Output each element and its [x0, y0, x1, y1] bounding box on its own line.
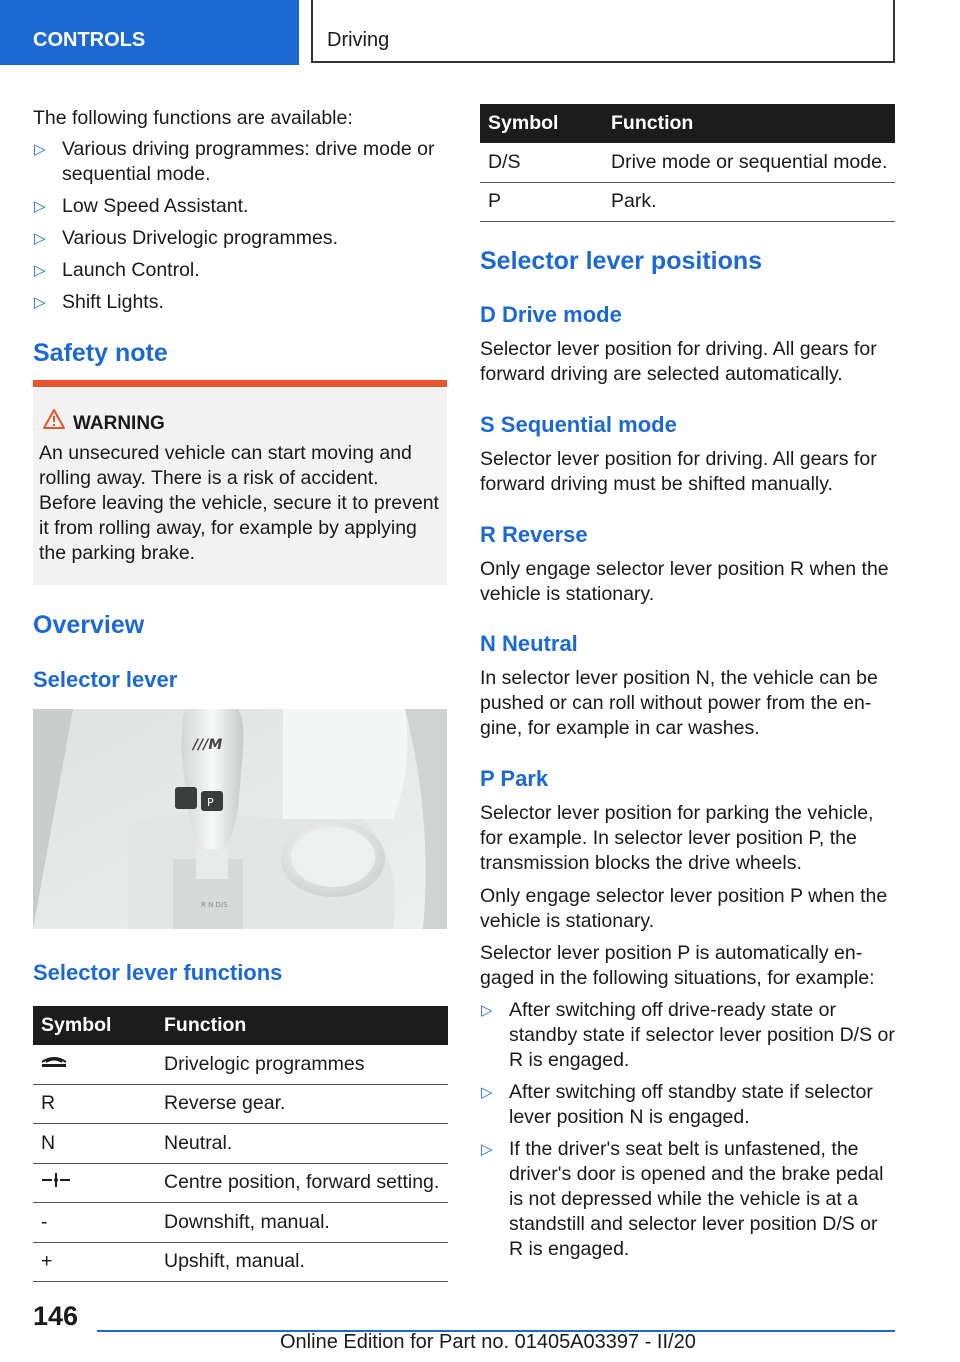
symbol-cell — [33, 1163, 156, 1203]
symbol-cell: D/S — [480, 143, 603, 182]
sequential-mode-text: Selector lever position for driving. All gears for forward driving must be shifted manually. — [480, 448, 877, 495]
park-conditions-list — [480, 998, 895, 1269]
symbol-cell — [33, 1045, 156, 1084]
table-row — [33, 1045, 448, 1084]
triangle-bullet-icon: ▷ — [34, 262, 46, 279]
svg-text:P: P — [207, 796, 214, 809]
chapter-title: Driving — [311, 0, 895, 63]
selector-lever-functions-heading: Selector lever functions — [33, 960, 283, 985]
edition-text: Online Edition for Part no. 01405A03397 - II/20 — [280, 1331, 696, 1353]
svg-text:///M: ///M — [193, 737, 223, 753]
functions-table — [33, 1006, 448, 1282]
park-heading: P Park — [480, 766, 549, 791]
table-header-row — [33, 1006, 448, 1045]
park-text-3: Selector lever position P is automatically engaged in the following situations, for example: — [480, 942, 875, 989]
park-text-1: Selector lever position for parking the vehicle, for example. In selector lever position P, the transmission blocks the drive wheels. — [480, 802, 874, 874]
neutral-text: In selector lever position N, the vehicle can be pushed or can roll without power from the engine, for example in car washes. — [480, 667, 878, 739]
symbol-cell: P — [480, 182, 603, 222]
column-header: Function — [156, 1006, 448, 1045]
centre-position-icon — [41, 1171, 71, 1189]
list-item: ▷ After switching off standby state if selector lever position N is engaged. — [481, 1081, 873, 1128]
list-item: ▷ If the driver's seat belt is unfastened, the driver's door is opened and the brake pedal is not depressed while the vehicle is at a standstill and selector lever position D/S or R is engaged. — [481, 1138, 884, 1260]
symbol-cell: N — [33, 1124, 156, 1164]
intro-text: The following functions are available: — [33, 107, 353, 129]
triangle-bullet-icon: ▷ — [34, 294, 46, 311]
triangle-bullet-icon: ▷ — [481, 1002, 493, 1019]
positions-heading: Selector lever positions — [480, 247, 763, 275]
symbol-cell: R — [33, 1084, 156, 1124]
function-cell: Neutral. — [156, 1124, 448, 1164]
table-row — [33, 1124, 448, 1164]
drivelogic-icon — [41, 1054, 67, 1070]
table-row — [480, 182, 895, 222]
park-text-2: Only engage selector lever position P when the vehicle is stationary. — [480, 885, 888, 932]
warning-box — [33, 380, 447, 585]
table-row — [480, 143, 895, 182]
list-item: ▷ Various Drivelogic programmes. — [34, 227, 338, 249]
safety-note-heading: Safety note — [33, 339, 168, 367]
symbol-cell: + — [33, 1242, 156, 1282]
triangle-bullet-icon: ▷ — [34, 198, 46, 215]
warning-text: An unsecured vehicle can start moving and rolling away. There is a risk of accident. Before leaving the vehicle, secure it to prevent it from rolling away, for example by applying the parking brake. — [39, 442, 439, 564]
function-cell: Upshift, manual. — [156, 1242, 448, 1282]
symbol-cell: - — [33, 1203, 156, 1243]
table-row — [33, 1084, 448, 1124]
function-cell: Drivelogic programmes — [156, 1045, 448, 1084]
triangle-bullet-icon: ▷ — [481, 1084, 493, 1101]
triangle-bullet-icon: ▷ — [481, 1141, 493, 1158]
table-header-row — [480, 104, 895, 143]
drive-mode-heading: D Drive mode — [480, 302, 622, 327]
column-header: Function — [603, 104, 895, 143]
svg-text:R N D/S: R N D/S — [201, 901, 228, 909]
function-cell: Reverse gear. — [156, 1084, 448, 1124]
triangle-bullet-icon: ▷ — [34, 141, 46, 158]
overview-heading: Overview — [33, 611, 145, 639]
selector-lever-image — [33, 709, 447, 929]
table-row — [33, 1242, 448, 1282]
drive-mode-text: Selector lever position for driving. All gears for forward driving are selected automatically. — [480, 338, 877, 385]
neutral-heading: N Neutral — [480, 631, 578, 656]
function-cell: Drive mode or sequential mode. — [603, 143, 895, 182]
warning-triangle-icon — [42, 408, 66, 430]
function-list — [33, 137, 448, 322]
selector-lever-illustration — [33, 709, 447, 929]
list-item: ▷ Various driving programmes: drive mode or sequential mode. — [34, 138, 435, 185]
function-cell: Centre position, forward setting. — [156, 1163, 448, 1203]
selector-lever-heading: Selector lever — [33, 667, 178, 692]
list-item: ▷ Low Speed Assistant. — [34, 195, 249, 217]
section-tab: CONTROLS — [0, 0, 299, 65]
table-row — [33, 1203, 448, 1243]
sequential-mode-heading: S Sequential mode — [480, 412, 677, 437]
warning-label: WARNING — [73, 413, 165, 434]
reverse-heading: R Reverse — [480, 522, 588, 547]
table-row — [33, 1163, 448, 1203]
column-header: Symbol — [480, 104, 603, 143]
list-item: ▷ Shift Lights. — [34, 291, 164, 313]
triangle-bullet-icon: ▷ — [34, 230, 46, 247]
list-item: ▷ Launch Control. — [34, 259, 200, 281]
function-cell: Downshift, manual. — [156, 1203, 448, 1243]
positions-table — [480, 104, 895, 222]
function-cell: Park. — [603, 182, 895, 222]
reverse-text: Only engage selector lever position R when the vehicle is stationary. — [480, 558, 889, 605]
column-header: Symbol — [33, 1006, 156, 1045]
page-number: 146 — [33, 1301, 79, 1331]
list-item: ▷ After switching off drive-ready state or standby state if selector lever position D/S or R is engaged. — [481, 999, 895, 1071]
